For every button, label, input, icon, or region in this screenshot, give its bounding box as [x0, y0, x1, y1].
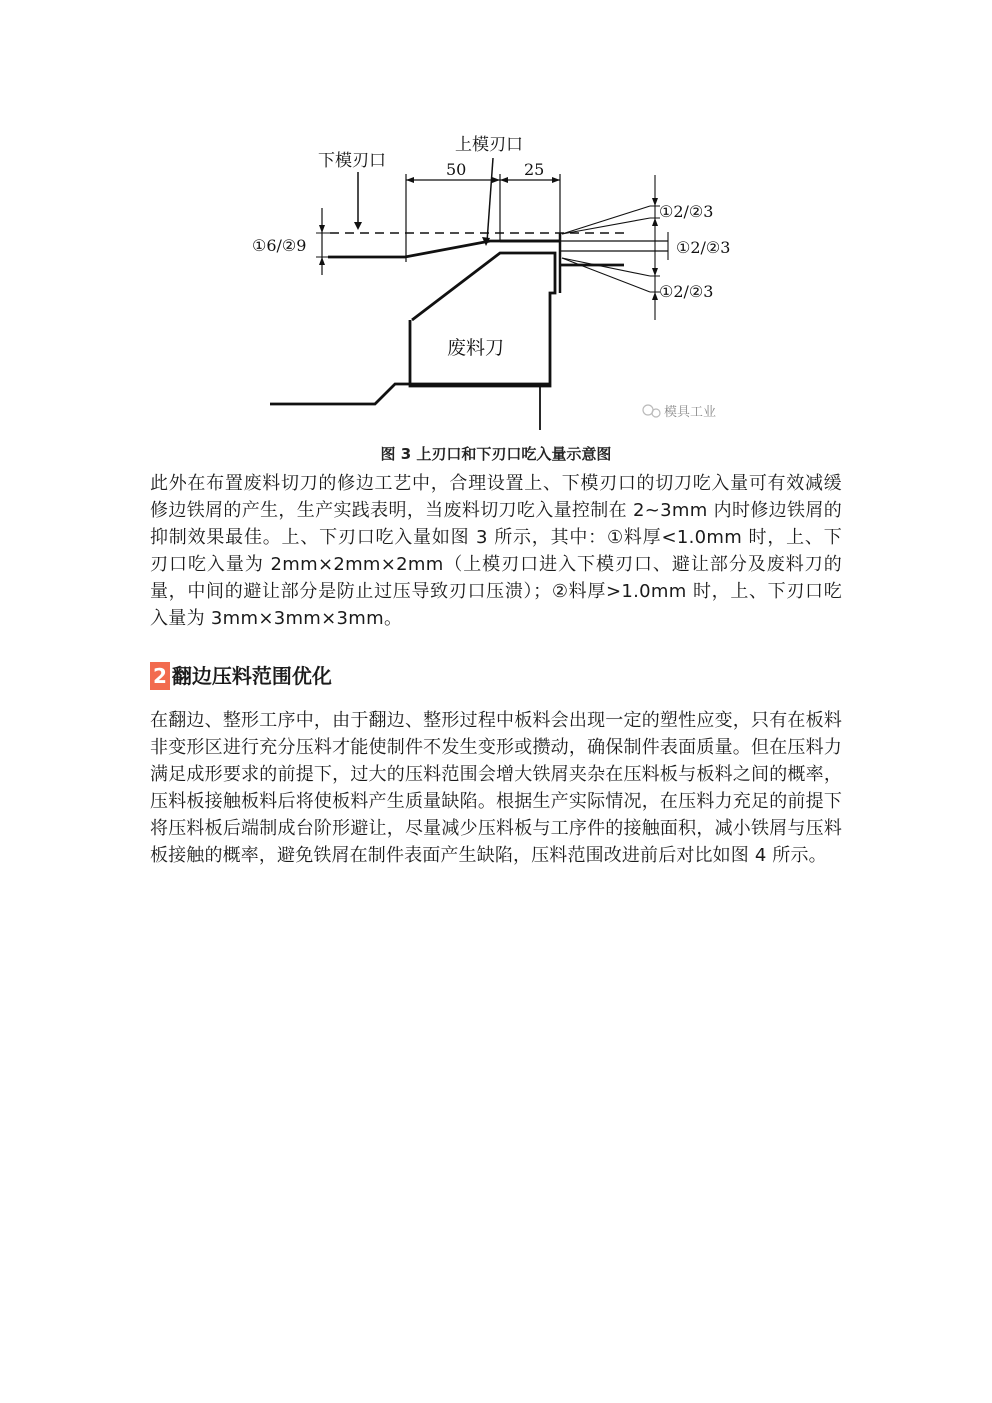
paragraph-2: 在翻边、整形工序中，由于翻边、整形过程中板料会出现一定的塑性应变，只有在板料非变形区进行充分压料才能使制件不发生变形或攒动，确保制件表面质量。但在压料力满足成形要求的前提下，过大的压料范围会增大铁屑夹杂在压料板与板料之间的概率，压料板接触板料后将使板料产生质量缺陷。根据生产实际情况，在压料力充足的前提下将压料板后端制成台阶形避让，尽量减少压料板与工序件的接触面积，减小铁屑与压料板接触的概率，避免铁屑在制件表面产生缺陷，压料范围改进前后对比如图 4 所示。	[150, 710, 842, 866]
label-dim-50: 50	[446, 160, 467, 179]
section-title: 翻边压料范围优化	[171, 664, 332, 688]
label-lower-die-edge: 下模刃口	[318, 151, 386, 171]
label-right-dim-bottom: ①2/②3	[659, 282, 714, 301]
figure-caption: 图 3 上刃口和下刃口吃入量示意图	[380, 445, 612, 463]
label-right-dim-top: ①2/②3	[659, 202, 714, 221]
watermark	[643, 404, 716, 420]
label-right-dim-mid: ①2/②3	[676, 238, 731, 257]
figure-3-diagram	[250, 130, 750, 440]
section-number: 2	[150, 662, 170, 690]
watermark-text: 模具工业	[664, 405, 717, 420]
label-dim-25: 25	[524, 160, 545, 179]
paragraph-1: 此外在布置废料切刀的修边工艺中，合理设置上、下模刃口的切刀吃入量可有效减缓修边铁屑的产生，生产实践表明，当废料切刀吃入量控制在 2~3mm 内时修边铁屑的抑制效果最佳。上、下刃口吃入量如图 3 所示，其中：①料厚<1.0mm 时，上、下刃口吃入量为 2mm×2mm×2mm（上模刃口进入下模刃口、避让部分及废料刀的量，中间的避让部分是防止过压导致刃口压溃）；②料厚>1.0mm 时，上、下刃口吃入量为 3mm×3mm×3mm。	[150, 473, 842, 629]
label-waste-knife: 废料刀	[447, 337, 505, 359]
section-heading	[150, 662, 332, 690]
label-upper-die-edge: 上模刃口	[455, 135, 523, 155]
label-left-dim: ①6/②9	[252, 236, 307, 255]
